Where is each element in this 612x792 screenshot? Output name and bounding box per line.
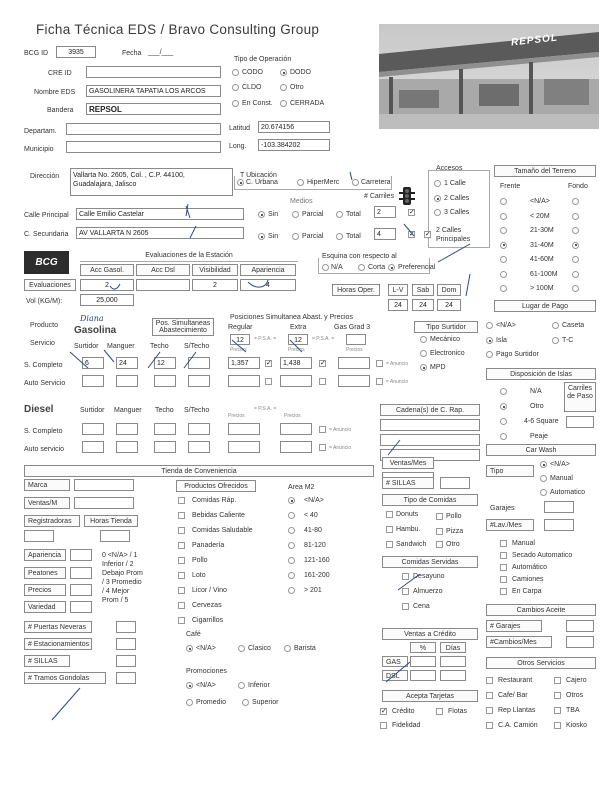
tienda-horas-label: Horas Tienda bbox=[84, 515, 138, 527]
scale-legend-line: / 3 Promedio bbox=[102, 579, 142, 586]
terreno-option-label: 61-100M bbox=[530, 270, 558, 278]
horas-sab-header: Sab bbox=[412, 284, 434, 296]
acc-gasol-header: Acc Gasol. bbox=[80, 264, 134, 276]
producto-label: Panadería bbox=[192, 542, 225, 549]
gas-s-completo-techo[interactable]: 12 bbox=[154, 357, 176, 369]
otro-servicio-label: Otros bbox=[566, 692, 584, 699]
direccion-label: Dirección bbox=[30, 173, 60, 180]
car-wash-header: Car Wash bbox=[486, 444, 596, 456]
gas-manguer-header: Manguer bbox=[107, 343, 135, 350]
regular-precios-label: Precios bbox=[230, 347, 247, 353]
tamano-terreno-header: Tamaño del Terreno bbox=[494, 165, 596, 177]
calle-principal-carriles-field[interactable]: 2 bbox=[374, 206, 396, 218]
producto-gasolina: Gasolina bbox=[74, 325, 117, 336]
comida-pizza-label: Pizza bbox=[446, 528, 464, 535]
promo-promedio-label: Promedio bbox=[196, 699, 226, 706]
esquina-na-label: N/A bbox=[331, 264, 343, 271]
accesos-principales-label: 2 Calles Principales bbox=[436, 227, 471, 243]
dsl-s-completo-anuncio-label: = Anuncio bbox=[329, 427, 352, 433]
tienda-variedad-label: Variedad bbox=[24, 601, 66, 613]
c-secundaria-parcial-label: Parcial bbox=[302, 233, 324, 240]
gas-s-completo-manguer[interactable]: 24 bbox=[116, 357, 138, 369]
tienda-apariencia-label: Apariencia bbox=[24, 549, 66, 561]
hipermerc-label: HiperMerc bbox=[307, 179, 340, 186]
cre-id-label: CRE ID bbox=[48, 70, 72, 77]
cambios-aceite-header: Cambios Aceite bbox=[486, 604, 596, 616]
carriles-label: # Carriles bbox=[364, 193, 394, 200]
extra-pos-field[interactable]: 12 bbox=[288, 334, 308, 345]
area-option-label: 161-200 bbox=[304, 572, 330, 579]
calle-principal-parcial-label: Parcial bbox=[302, 211, 324, 218]
producto-label: Bebidas Caliente bbox=[192, 512, 245, 519]
tienda-peatones-label: Peatones bbox=[24, 567, 66, 579]
otro-servicio-label: Cajero bbox=[566, 677, 587, 684]
cldo-label: CLDO bbox=[242, 84, 262, 91]
car-wash-manual-label: Manual bbox=[550, 475, 573, 482]
car-wash-check-label: Manual bbox=[512, 540, 535, 547]
calle-principal-sin-label: Sin bbox=[268, 211, 279, 218]
acepta-tarjetas-header: Acepta Tarjetas bbox=[382, 690, 478, 702]
puertas-neveras-label: # Puertas Neveras bbox=[24, 621, 92, 633]
esquina-preferencial-label: Preferencial bbox=[398, 264, 436, 271]
area-option-label: < 40 bbox=[304, 512, 318, 519]
terreno-option-label: 41-60M bbox=[530, 256, 554, 263]
regular-pos-field[interactable]: 12 bbox=[230, 334, 250, 345]
otro-servicio-label: Rep Llantas bbox=[498, 707, 536, 714]
latitud-field[interactable]: 20.674156 bbox=[258, 121, 330, 133]
estacionamientos-label: # Estacionamientos bbox=[24, 638, 92, 650]
esquina-corta-label: Corta bbox=[368, 264, 386, 271]
regular-price-field[interactable]: 1,357 bbox=[228, 357, 260, 369]
apariencia-header: Apariencia bbox=[240, 264, 296, 276]
horas-dom-header: Dom bbox=[437, 284, 461, 296]
dodo-label: DODO bbox=[290, 69, 311, 76]
bcg-logo: BCG bbox=[24, 251, 69, 274]
surtidor-mpd-label: MPD bbox=[430, 364, 446, 371]
dsl-stecho-header: S/Techo bbox=[184, 407, 210, 414]
c-secundaria-sin-label: Sin bbox=[268, 233, 279, 240]
horas-dom-field[interactable]: 24 bbox=[437, 299, 461, 311]
otro-op-label: Otro bbox=[290, 84, 304, 91]
fecha-field[interactable]: ___/___ bbox=[148, 49, 174, 56]
extra-psa-label: = P.S.A. = bbox=[312, 336, 335, 342]
tienda-registradoras-label: Registradoras bbox=[24, 515, 80, 527]
vol-label: Vol (KG/M): bbox=[26, 298, 63, 305]
scale-legend-line: / 4 Mejor bbox=[102, 588, 130, 595]
car-wash-automatico-label: Automatico bbox=[550, 489, 586, 496]
sillas-label: # SILLAS bbox=[382, 477, 434, 489]
nombre-eds-label: Nombre EDS bbox=[34, 89, 76, 96]
municipio-label: Municipio bbox=[24, 146, 54, 153]
visibilidad-header: Visibilidad bbox=[192, 264, 238, 276]
tipo-comidas-header: Tipo de Comidas bbox=[382, 494, 478, 506]
comida-pollo-label: Pollo bbox=[446, 513, 462, 520]
c-secundaria-total-label: Total bbox=[346, 233, 361, 240]
ventas-credito-header: Ventas a Crédito bbox=[382, 628, 478, 640]
terreno-option-label: <N/A> bbox=[530, 198, 550, 205]
evaluaciones-title: Evaluaciones de la Estación bbox=[145, 252, 233, 259]
gas-stecho-header: S/Techo bbox=[184, 343, 210, 350]
comida-otro-label: Otro bbox=[446, 541, 460, 548]
pago-caseta-label: Caseta bbox=[562, 322, 585, 329]
horas-lv-field[interactable]: 24 bbox=[388, 299, 408, 311]
credito-dias-header: Días bbox=[440, 642, 466, 653]
gas-s-completo-label: S. Completo bbox=[24, 362, 63, 369]
fondo-label: Fondo bbox=[568, 183, 588, 190]
producto-label: Cervezas bbox=[192, 602, 222, 609]
comida-donuts-label: Donuts bbox=[396, 511, 419, 518]
cafe-na-label: <N/A> bbox=[196, 645, 216, 652]
accesos-2-calles-label: 2 Calles bbox=[444, 195, 470, 202]
carretera-label: Carretera bbox=[361, 179, 391, 186]
c-secundaria-carriles-field[interactable]: 4 bbox=[374, 228, 396, 240]
promo-na-label: <N/A> bbox=[196, 682, 216, 689]
otro-servicio-label: TBA bbox=[566, 707, 580, 714]
accesos-3-calles-label: 3 Calles bbox=[444, 209, 470, 216]
gas-techo-header: Techo bbox=[150, 343, 169, 350]
producto-label: Comidas Saludable bbox=[192, 527, 253, 534]
dsl-precios-label-2: Precios bbox=[284, 413, 301, 419]
car-wash-check-label: Secado Automatico bbox=[512, 552, 573, 559]
visibilidad-field[interactable]: 2 bbox=[192, 279, 238, 291]
page-title: Ficha Técnica EDS / Bravo Consulting Group bbox=[36, 22, 320, 37]
gas-grad3-label: Gas Grad 3 bbox=[334, 324, 371, 331]
horas-oper-label: Horas Oper. bbox=[332, 284, 380, 296]
pago-surtidor-label: Pago Surtidor bbox=[496, 351, 539, 358]
pago-tc-label: T-C bbox=[562, 337, 574, 344]
gas-auto-servicio-label: Auto Servicio bbox=[24, 380, 66, 387]
comida-hambu-label: Hambu. bbox=[396, 526, 421, 533]
c-secundaria-label: C. Secundaria bbox=[24, 231, 69, 238]
terreno-option-label: < 20M bbox=[530, 212, 550, 220]
en-const-label: En Const. bbox=[242, 100, 273, 107]
tienda-sillas-label: # SILLAS bbox=[24, 655, 70, 667]
abastecimiento-text: Abastecimiento bbox=[159, 327, 207, 334]
car-wash-check-label: Automático bbox=[512, 564, 548, 571]
carriles-paso-header: Carriles de Paso bbox=[564, 382, 596, 412]
long-label: Long. bbox=[229, 143, 247, 150]
terreno-option-label: 31-40M bbox=[530, 241, 554, 249]
islas-na-label: N/A bbox=[530, 388, 542, 395]
c-secundaria-field[interactable]: AV VALLARTA N 2605 bbox=[76, 227, 244, 239]
tarjeta-flotas-label: Flotas bbox=[448, 708, 468, 715]
terreno-option-label: > 100M bbox=[530, 285, 554, 292]
pago-na-label: <N/A> bbox=[496, 322, 516, 329]
tramos-gondolas-label: # Tramos Gondolas bbox=[24, 672, 106, 684]
codo-label: CODO bbox=[242, 69, 263, 76]
tipo-operacion-label: Tipo de Operación bbox=[234, 56, 292, 63]
ubicacion-label: T Ubicación bbox=[240, 172, 277, 179]
car-wash-garajes-label: Garajes bbox=[490, 505, 515, 512]
bandera-label: Bandera bbox=[47, 107, 74, 114]
extra-label: Extra bbox=[290, 324, 307, 331]
surtidor-mecanico-label: Mecánico bbox=[430, 336, 460, 343]
producto-label: Cigarrillos bbox=[192, 617, 224, 624]
tarjeta-credito-label: Crédito bbox=[392, 708, 415, 715]
extra-precios-label: Precios bbox=[288, 347, 305, 353]
servida-cena-label: Cena bbox=[413, 603, 430, 610]
horas-lv-header: L-V bbox=[388, 284, 408, 296]
car-wash-na-label: <N/A> bbox=[550, 461, 570, 468]
disposicion-islas-header: Disposición de Islas bbox=[486, 368, 596, 380]
islas-square-label: 4-6 Square bbox=[524, 418, 559, 425]
dsl-auto-servicio-label: Auto servicio bbox=[24, 446, 65, 453]
medios-label: Medios bbox=[290, 198, 313, 205]
tienda-marca-label: Marca bbox=[24, 479, 70, 491]
scale-legend-line: Debajo Prom bbox=[102, 570, 143, 577]
grad3-precios-label: Precios bbox=[346, 347, 363, 353]
terreno-option-label: 21-30M bbox=[530, 227, 554, 234]
cafe-label: Café bbox=[186, 631, 201, 638]
acc-dsl-header: Acc Dsl bbox=[136, 264, 190, 276]
surtidor-electronico-label: Electronico bbox=[430, 350, 465, 357]
producto-label: Comidas Ráp. bbox=[192, 497, 237, 504]
fecha-label: Fecha bbox=[122, 50, 142, 57]
productos-ofrecidos-header: Productos Ofrecidos bbox=[176, 480, 256, 492]
gas-s-completo-anuncio-label: = Anuncio bbox=[386, 361, 409, 367]
scale-legend-line: 0 <N/A> / 1 bbox=[102, 552, 138, 559]
dsl-psa-label: = P.S.A. = bbox=[254, 406, 277, 412]
area-option-label: > 201 bbox=[304, 587, 322, 594]
tienda-precios-label: Precios bbox=[24, 584, 66, 596]
cafe-barista-label: Barista bbox=[294, 645, 316, 652]
dsl-techo-header: Techo bbox=[155, 407, 174, 414]
car-wash-tipo-label: Tipo bbox=[486, 465, 534, 477]
otro-servicio-label: Restaurant bbox=[498, 677, 533, 684]
gas-auto-anuncio-label: = Anuncio bbox=[386, 379, 409, 385]
cambios-garajes-label: # Garajes bbox=[486, 620, 542, 632]
tienda-ventas-label: Ventas/M bbox=[24, 497, 70, 509]
servida-almuerzo-label: Almuerzo bbox=[413, 588, 443, 595]
promo-superior-label: Superior bbox=[252, 699, 279, 706]
vol-field[interactable]: 25,000 bbox=[80, 294, 134, 306]
credito-percent-header: % bbox=[410, 642, 436, 653]
direccion-line-2: Guadalajara, Jalisco bbox=[73, 181, 137, 188]
posiciones-title: Posiciones Simultanea Abast. y Precios bbox=[230, 314, 353, 321]
direccion-line-1: Vallarta No. 2605, Col. , C.P. 44100, bbox=[73, 172, 185, 179]
cadena-header: Cadena(s) de C. Rap. bbox=[380, 404, 480, 416]
scale-legend-line: Prom / 5 bbox=[102, 597, 129, 604]
c-urbana-label: C. Urbana bbox=[246, 179, 278, 186]
otro-servicio-label: Cafe/ Bar bbox=[498, 692, 528, 699]
gas-surtidor-header: Surtidor bbox=[74, 343, 99, 350]
pos-simultaneas-text: Pos. Simultaneas bbox=[155, 320, 211, 327]
cambios-mes-label: #Cambios/Mes bbox=[486, 636, 552, 648]
accesos-label: Accesos bbox=[436, 165, 463, 172]
ventas-mes-label: Ventas/Mes bbox=[382, 457, 434, 469]
calle-principal-label: Calle Principal bbox=[24, 212, 69, 219]
calle-principal-total-label: Total bbox=[346, 211, 361, 218]
nombre-eds-field[interactable]: GASOLINERA TAPATIA LOS ARCOS bbox=[86, 85, 221, 97]
otro-servicio-label: C.A. Camión bbox=[498, 722, 538, 729]
dsl-manguer-header: Manguer bbox=[114, 407, 142, 414]
credito-dsl-label: DSL bbox=[382, 670, 408, 681]
accesos-1-calle-label: 1 Calle bbox=[444, 180, 466, 187]
calle-principal-field[interactable]: Calle Emilio Castelar bbox=[76, 208, 244, 220]
servicio-label: Servicio bbox=[30, 340, 55, 347]
regular-label: Regular bbox=[228, 324, 253, 331]
islas-otro-label: Otro bbox=[530, 403, 544, 410]
tarjeta-fidelidad-label: Fidelidad bbox=[392, 722, 421, 729]
latitud-label: Latitud bbox=[229, 125, 251, 132]
car-wash-lav-mes-label: #Lav./Mes bbox=[486, 519, 534, 531]
area-option-label: 81-120 bbox=[304, 542, 326, 549]
car-wash-check-label: Camiones bbox=[512, 576, 544, 583]
regular-psa-label: = P.S.A. = bbox=[254, 336, 277, 342]
producto-label: Loto bbox=[192, 572, 206, 579]
area-option-label: 121-160 bbox=[304, 557, 330, 564]
producto-label: Licor / Vino bbox=[192, 587, 227, 594]
producto-label: Pollo bbox=[192, 557, 208, 564]
extra-price-field[interactable]: 1,438 bbox=[280, 357, 312, 369]
horas-sab-field[interactable]: 24 bbox=[412, 299, 434, 311]
photo-sign-text: REPSOL bbox=[510, 32, 559, 49]
promociones-label: Promociones bbox=[186, 668, 227, 675]
producto-handwritten-note: Diana bbox=[80, 314, 104, 323]
lugar-pago-header: Lugar de Pago bbox=[494, 300, 596, 312]
esquina-label: Esquina con respecto al bbox=[322, 253, 397, 260]
cerrada-label: CERRADA bbox=[290, 100, 325, 107]
acc-gasol-field[interactable]: 2 bbox=[80, 279, 134, 291]
comida-sandwich-label: Sandwich bbox=[396, 541, 427, 548]
producto-label: Producto bbox=[30, 322, 59, 329]
servida-desayuno-label: Desayuno bbox=[413, 573, 445, 580]
tipo-surtidor-header: Tipo Surtidor bbox=[414, 321, 478, 333]
promo-inferior-label: Inferior bbox=[248, 682, 270, 689]
frente-label: Frente bbox=[500, 183, 521, 190]
pago-isla-label: Isla bbox=[496, 337, 507, 344]
bandera-field[interactable]: REPSOL bbox=[86, 103, 221, 115]
tienda-header: Tienda de Conveniencia bbox=[24, 465, 374, 477]
area-option-label: <N/A> bbox=[304, 497, 324, 504]
long-field[interactable]: -103.384202 bbox=[258, 139, 330, 151]
dsl-s-completo-label: S. Completo bbox=[24, 428, 63, 435]
bcg-id-label: BCG ID bbox=[24, 50, 49, 57]
scale-legend-line: Inferior / 2 bbox=[102, 561, 134, 568]
otros-servicios-header: Otros Servicios bbox=[486, 657, 596, 669]
bcg-id-field[interactable]: 3935 bbox=[56, 46, 96, 58]
dsl-auto-anuncio-label: = Anuncio bbox=[329, 445, 352, 451]
car-wash-check-label: En Carpa bbox=[512, 588, 542, 595]
dsl-precios-label-1: Precios bbox=[228, 413, 245, 419]
cafe-clasico-label: Clasico bbox=[248, 645, 271, 652]
area-option-label: 41-80 bbox=[304, 527, 322, 534]
comidas-servidas-header: Comidas Servidas bbox=[382, 556, 478, 568]
credito-gas-label: GAS bbox=[382, 656, 408, 667]
area-m2-label: Area M2 bbox=[288, 484, 315, 491]
apariencia-field[interactable]: 4 bbox=[240, 279, 296, 291]
departam-label: Departam. bbox=[24, 128, 57, 135]
dsl-surtidor-header: Surtidor bbox=[80, 407, 105, 414]
diesel-label: Diesel bbox=[24, 404, 54, 415]
evaluaciones-row-label: Evaluaciones bbox=[24, 279, 76, 291]
otro-servicio-label: Kiosko bbox=[566, 722, 588, 729]
gas-s-completo-surtidor[interactable]: 6 bbox=[82, 357, 104, 369]
islas-peaje-label: Peaje bbox=[530, 433, 548, 440]
